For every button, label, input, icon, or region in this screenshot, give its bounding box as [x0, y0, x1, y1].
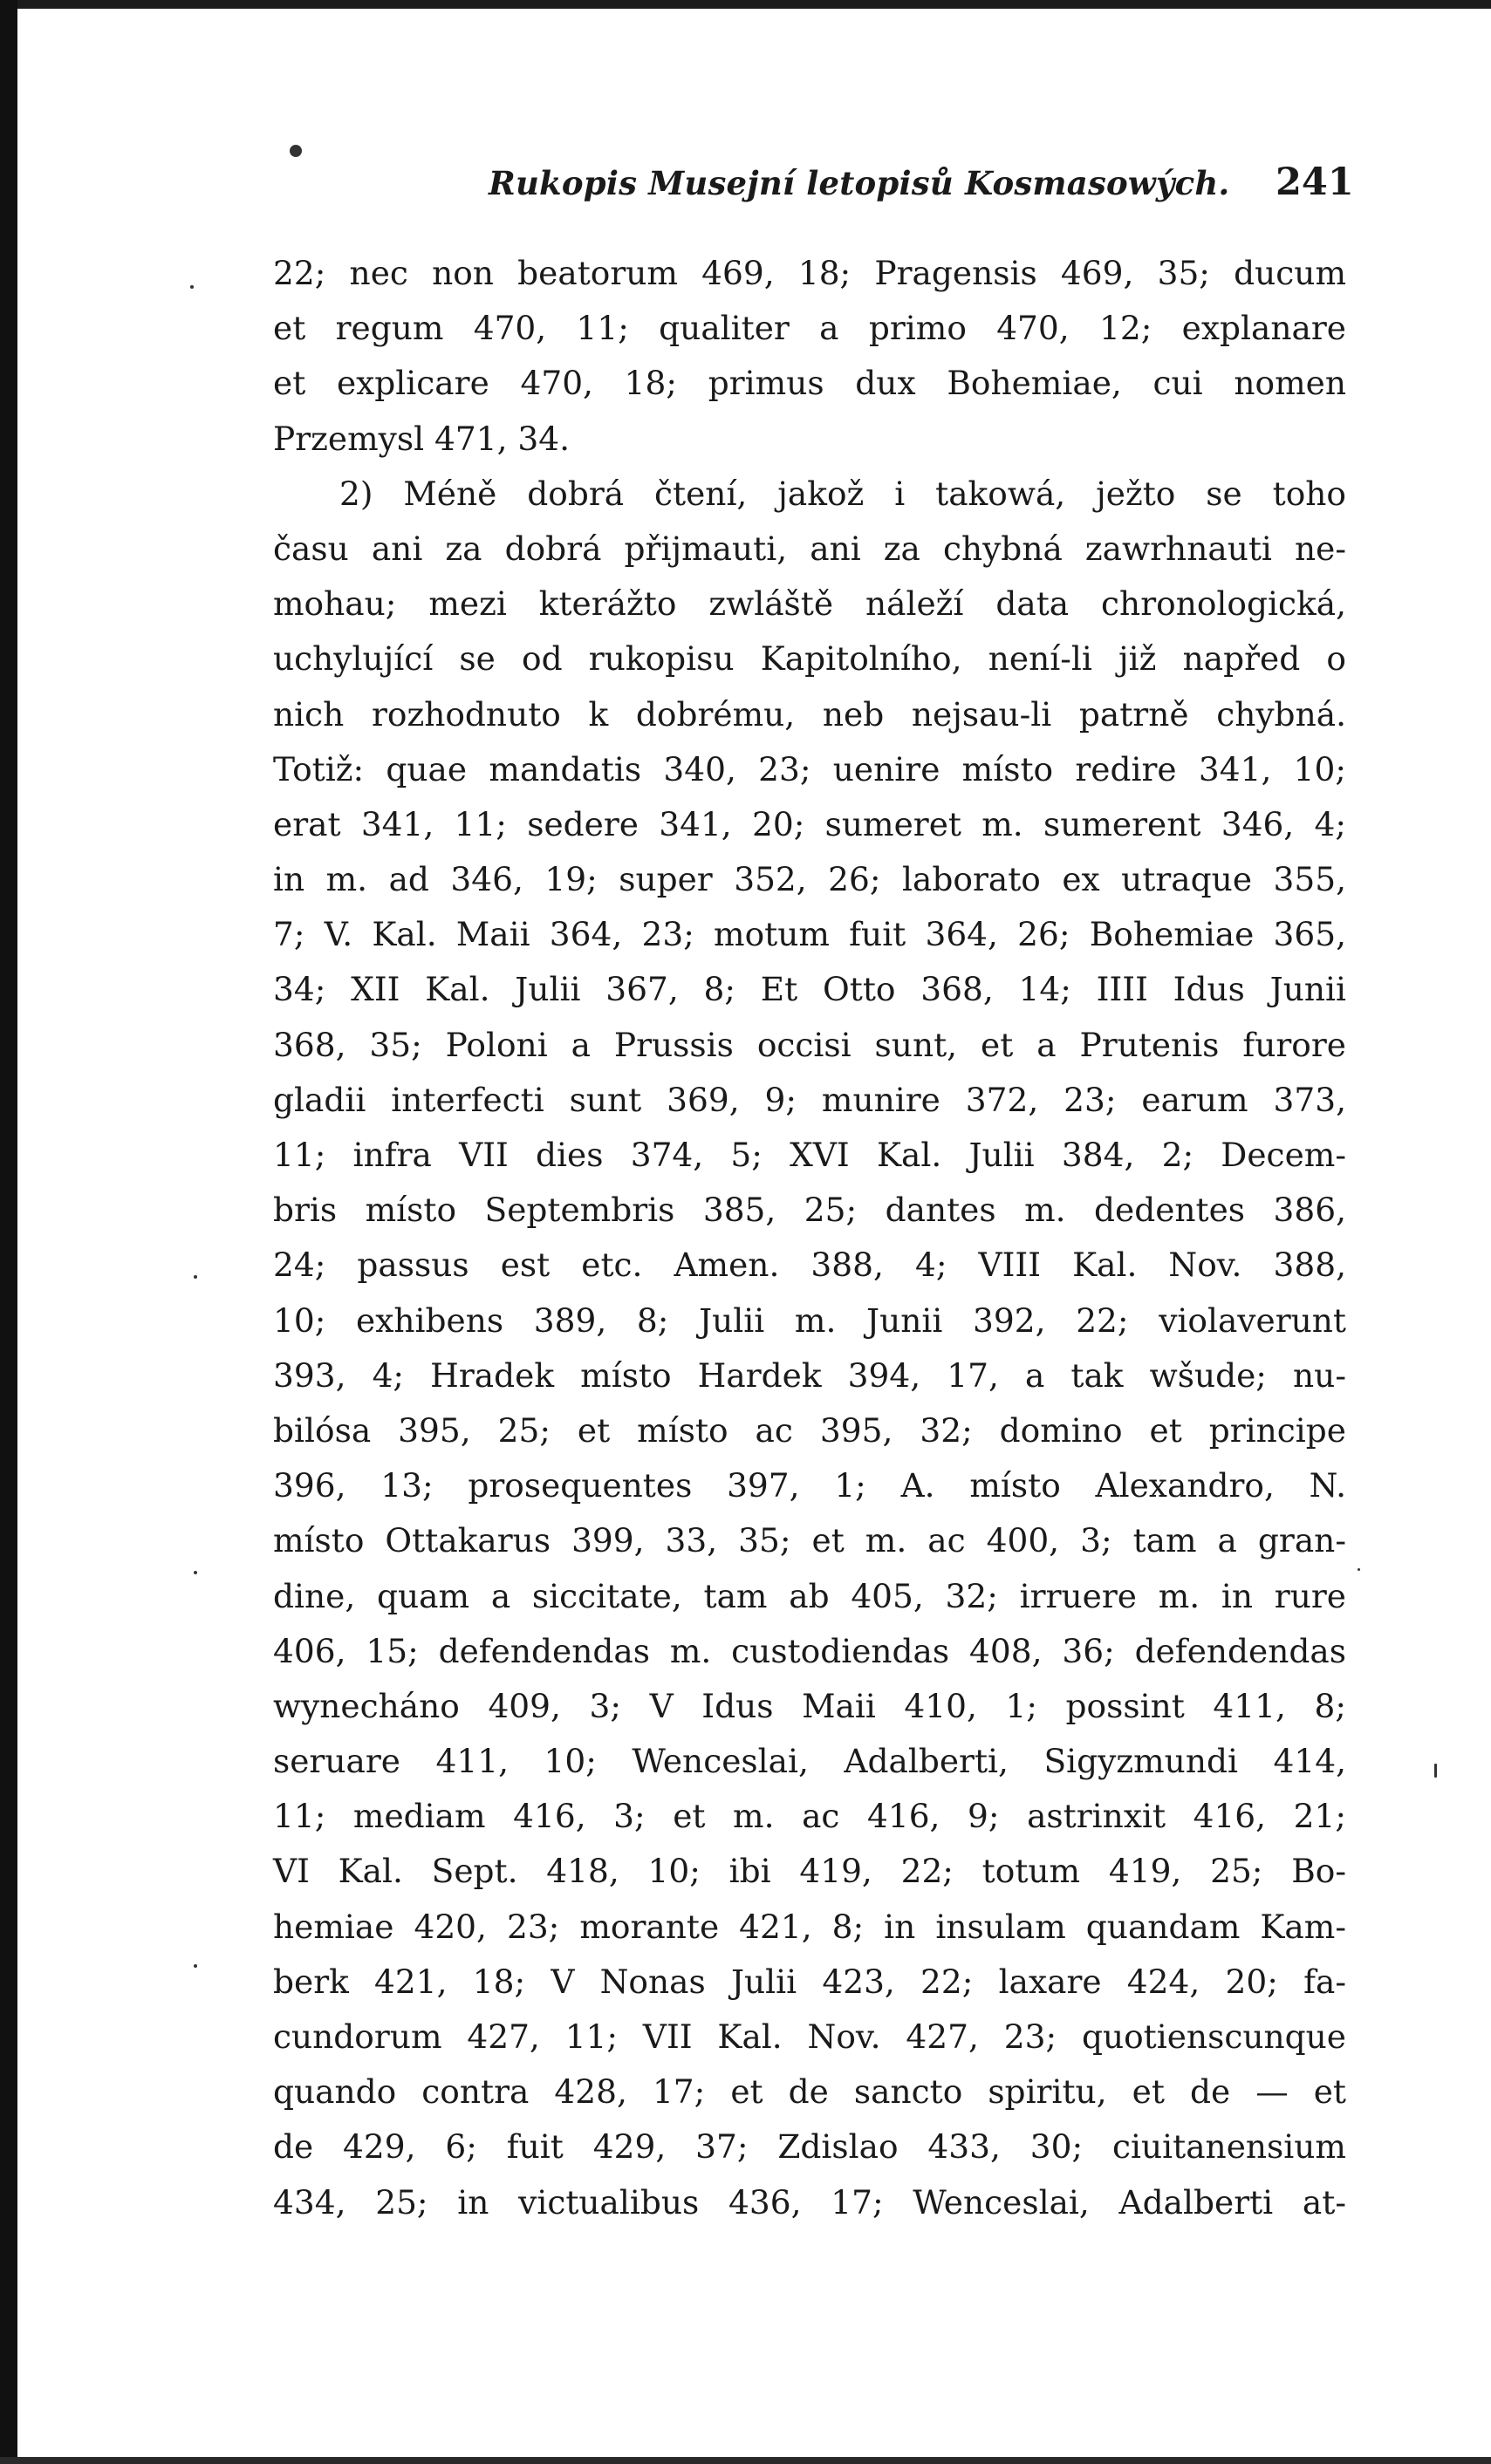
text-line: Totiž: quae mandatis 340, 23; uenire místo redire 341, 10; — [273, 749, 1346, 788]
text-line: 10; exhibens 389, 8; Julii m. Junii 392, 22; violaverunt — [273, 1300, 1346, 1340]
text-line: mohau; mezi kterážto zwláště náleží data chronologická, — [273, 584, 1346, 624]
text-line: místo Ottakarus 399, 33, 35; et m. ac 400, 3; tam a gran- — [273, 1521, 1346, 1560]
text-line: 11; mediam 416, 3; et m. ac 416, 9; astrinxit 416, 21; — [273, 1797, 1346, 1836]
text-line: erat 341, 11; sedere 341, 20; sumeret m. sumerent 346, 4; — [273, 804, 1346, 843]
text-line: 393, 4; Hradek místo Hardek 394, 17, a tak wšude; nu- — [273, 1355, 1346, 1395]
scan-edge-top — [0, 0, 1491, 9]
ink-speck — [194, 1275, 197, 1279]
text-line: dine, quam a siccitate, tam ab 405, 32; irruere m. in rure — [273, 1576, 1346, 1615]
text-line: nich rozhodnuto k dobrému, neb nejsau-li patrně chybná. — [273, 694, 1346, 734]
text-line: 11; infra VII dies 374, 5; XVI Kal. Julii 384, 2; Decem- — [273, 1136, 1346, 1174]
paragraph-start-line: 2) Méně dobrá čtení, jakož i takowá, ježto se toho — [339, 474, 1346, 513]
text-line: bilósa 395, 25; et místo ac 395, 32; domino et principe — [273, 1410, 1346, 1450]
text-line: de 429, 6; fuit 429, 37; Zdislao 433, 30; ciuitanensium — [273, 2127, 1346, 2167]
text-line: in m. ad 346, 19; super 352, 26; laborato ex utraque 355, — [273, 860, 1346, 899]
text-line: uchylující se od rukopisu Kapitolního, není-li již napřed o — [273, 639, 1346, 679]
scan-edge-left — [0, 0, 17, 2464]
text-line: hemiae 420, 23; morante 421, 8; in insulam quandam Kam- — [273, 1907, 1346, 1946]
running-title: Rukopis Musejní letopisů Kosmasowých. — [489, 164, 1230, 202]
page-number: 241 — [1276, 160, 1354, 204]
text-line: 368, 35; Poloni a Prussis occisi sunt, et a Prutenis furore — [273, 1025, 1346, 1064]
body-text — [273, 246, 1346, 2230]
text-line: 7; V. Kal. Maii 364, 23; motum fuit 364, 26; Bohemiae 365, — [273, 915, 1346, 954]
text-line: wynecháno 409, 3; V Idus Maii 410, 1; possint 411, 8; — [273, 1686, 1346, 1725]
scan-edge-bottom — [0, 2457, 1491, 2464]
text-line: času ani za dobrá přijmauti, ani za chybná zawrhnauti ne- — [273, 529, 1346, 568]
text-line: Przemysl 471, 34. — [273, 419, 571, 458]
text-line: 396, 13; prosequentes 397, 1; A. místo Alexandro, N. — [273, 1466, 1346, 1505]
text-line: 434, 25; in victualibus 436, 17; Wenceslai, Adalberti at- — [273, 2182, 1346, 2222]
ink-speck — [194, 1964, 197, 1968]
text-line: 22; nec non beatorum 469, 18; Pragensis 469, 35; ducum — [273, 254, 1346, 292]
ink-speck — [190, 285, 194, 289]
text-line: bris místo Septembris 385, 25; dantes m. dedentes 386, — [273, 1191, 1346, 1230]
ink-speck — [1358, 1568, 1360, 1571]
ink-speck — [1434, 1764, 1437, 1778]
text-line: seruare 411, 10; Wenceslai, Adalberti, Sigyzmundi 414, — [273, 1742, 1346, 1781]
text-line: quando contra 428, 17; et de sancto spiritu, et de — et — [273, 2072, 1346, 2112]
text-line: berk 421, 18; V Nonas Julii 423, 22; laxare 424, 20; fa- — [273, 1962, 1346, 2001]
text-line: et regum 470, 11; qualiter a primo 470, 12; explanare — [273, 309, 1346, 348]
text-line: VI Kal. Sept. 418, 10; ibi 419, 22; totum 419, 25; Bo- — [273, 1852, 1346, 1891]
text-line: gladii interfecti sunt 369, 9; munire 372, 23; earum 373, — [273, 1080, 1346, 1119]
text-line: 34; XII Kal. Julii 367, 8; Et Otto 368, 14; IIII Idus Junii — [273, 970, 1346, 1009]
ink-speck — [290, 145, 302, 157]
text-line: 24; passus est etc. Amen. 388, 4; VIII Kal. Nov. 388, — [273, 1246, 1346, 1285]
text-line: 406, 15; defendendas m. custodiendas 408, 36; defendendas — [273, 1631, 1346, 1670]
ink-speck — [194, 1571, 197, 1574]
text-line: cundorum 427, 11; VII Kal. Nov. 427, 23; quotienscunque — [273, 2017, 1346, 2056]
text-line: et explicare 470, 18; primus dux Bohemiae, cui nomen — [273, 364, 1346, 403]
